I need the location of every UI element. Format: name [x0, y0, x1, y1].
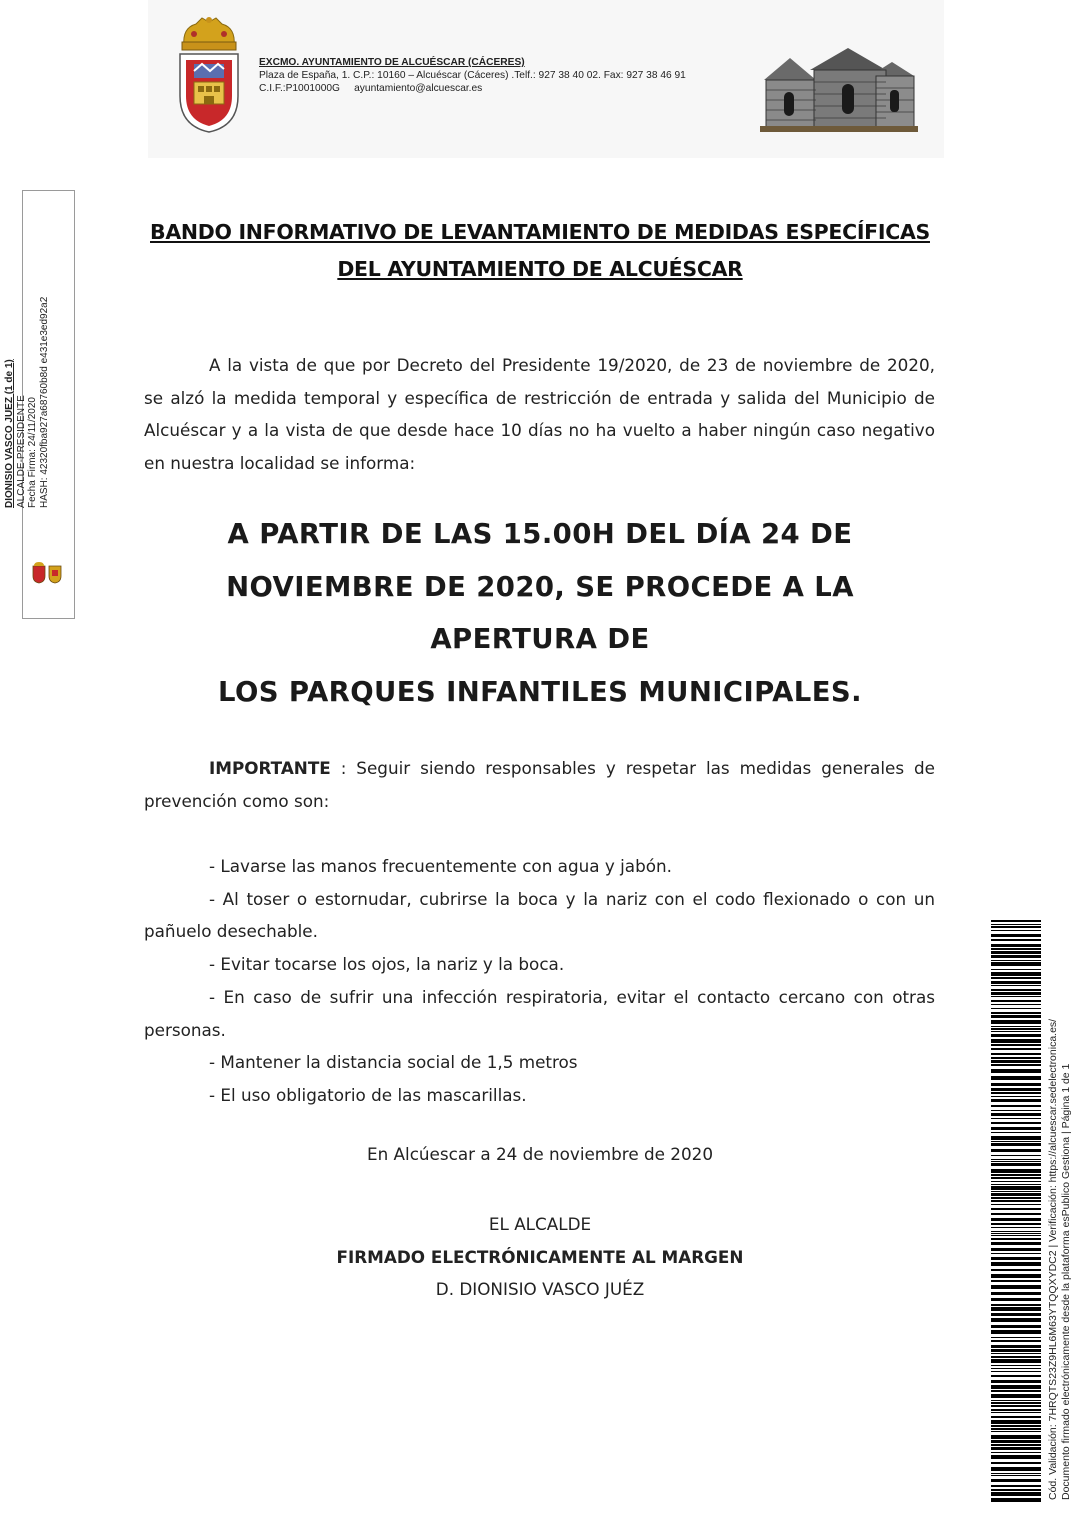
list-item: - Evitar tocarse los ojos, la nariz y la boca. — [209, 954, 565, 975]
signer-title: EL ALCALDE — [488, 1214, 592, 1234]
verification-code: Cód. Validación: 7HRQTS23Z9HL6M63YTQQXYDC2 | Verificación: https://alcuescar.sedelectronica.es/ — [1047, 1018, 1059, 1500]
signature-seal-icon — [30, 562, 64, 584]
list-item: - El uso obligatorio de las mascarillas. — [209, 1084, 527, 1105]
intro-paragraph: A la vista de que por Decreto del Presidente 19/2020, de 23 de noviembre de 2020, se alzó la medida temporal y específica de restricción de entrada y salida del Municipio de Alcuéscar y a la vista de que desde hace 10 días no ha vuelto a haber ningún caso negativo en nuestra localidad se informa: — [144, 355, 935, 474]
signed-electronically-note: FIRMADO ELECTRÓNICAMENTE AL MARGEN — [336, 1246, 744, 1267]
verification-platform: Documento firmado electrónicamente desde la plataforma esPublico Gestiona | Página 1 de 1 — [1059, 1063, 1072, 1500]
important-label: IMPORTANTE — [209, 758, 331, 778]
list-item: - En caso de sufrir una infección respiratoria, evitar el contacto cercano con otras personas. — [144, 986, 935, 1040]
important-text: : Seguir siendo responsables y respetar las medidas generales de prevención como son: — [144, 758, 935, 811]
church-illustration — [760, 40, 918, 132]
headline-line4: LOS PARQUES INFANTILES MUNICIPALES. — [218, 675, 862, 708]
signer-role-stamp: ALCALDE-PRESIDENTE — [15, 395, 27, 508]
signer-name-stamp: DIONISIO VASCO JUEZ (1 de 1) — [4, 359, 15, 508]
signer-name: D. DIONISIO VASCO JUÉZ — [435, 1279, 645, 1299]
organization-email: ayuntamiento@alcuescar.es — [354, 83, 483, 94]
signature-date: Fecha Firma: 24/11/2020 — [27, 397, 38, 508]
coat-of-arms-logo — [172, 16, 246, 134]
organization-contact — [259, 82, 749, 95]
important-paragraph — [144, 752, 935, 817]
document-title — [140, 214, 940, 288]
announcement-headline — [160, 508, 920, 718]
signature-stamp-text — [4, 268, 50, 508]
place-and-date: En Alcúescar a 24 de noviembre de 2020 — [366, 1144, 714, 1164]
document-title-line1: BANDO INFORMATIVO DE LEVANTAMIENTO DE MEDIDAS ESPECÍFICAS — [150, 220, 930, 244]
organization-name: EXCMO. AYUNTAMIENTO DE ALCUÉSCAR (CÁCERES) — [259, 57, 525, 68]
list-item: - Lavarse las manos frecuentemente con agua y jabón. — [209, 856, 672, 876]
prevention-measures-list — [144, 850, 935, 1112]
headline-line3: APERTURA DE — [430, 623, 650, 655]
organization-address: Plaza de España, 1. C.P.: 10160 – Alcuéscar (Cáceres) .Telf.: 927 38 40 02. Fax: 927 38 46 91 — [259, 70, 686, 81]
signature-block — [140, 1208, 940, 1306]
headline-line1: A PARTIR DE LAS 15.00H DEL DÍA 24 DE — [227, 518, 853, 550]
barcode — [991, 920, 1041, 1502]
headline-line2: NOVIEMBRE DE 2020, SE PROCEDE A LA — [226, 570, 854, 603]
document-title-line2: DEL AYUNTAMIENTO DE ALCUÉSCAR — [337, 257, 743, 281]
letterhead-text — [259, 56, 749, 95]
list-item: - Al toser o estornudar, cubrirse la boca y la nariz con el codo flexionado o con un pañuelo desechable. — [144, 888, 935, 942]
signature-hash: HASH: 42320fba927a68760b8d e431e3ed92a2 — [38, 296, 50, 508]
verification-footer — [1047, 900, 1072, 1500]
list-item: - Mantener la distancia social de 1,5 metros — [209, 1052, 578, 1073]
organization-cif: C.I.F.:P1001000G — [259, 83, 340, 94]
